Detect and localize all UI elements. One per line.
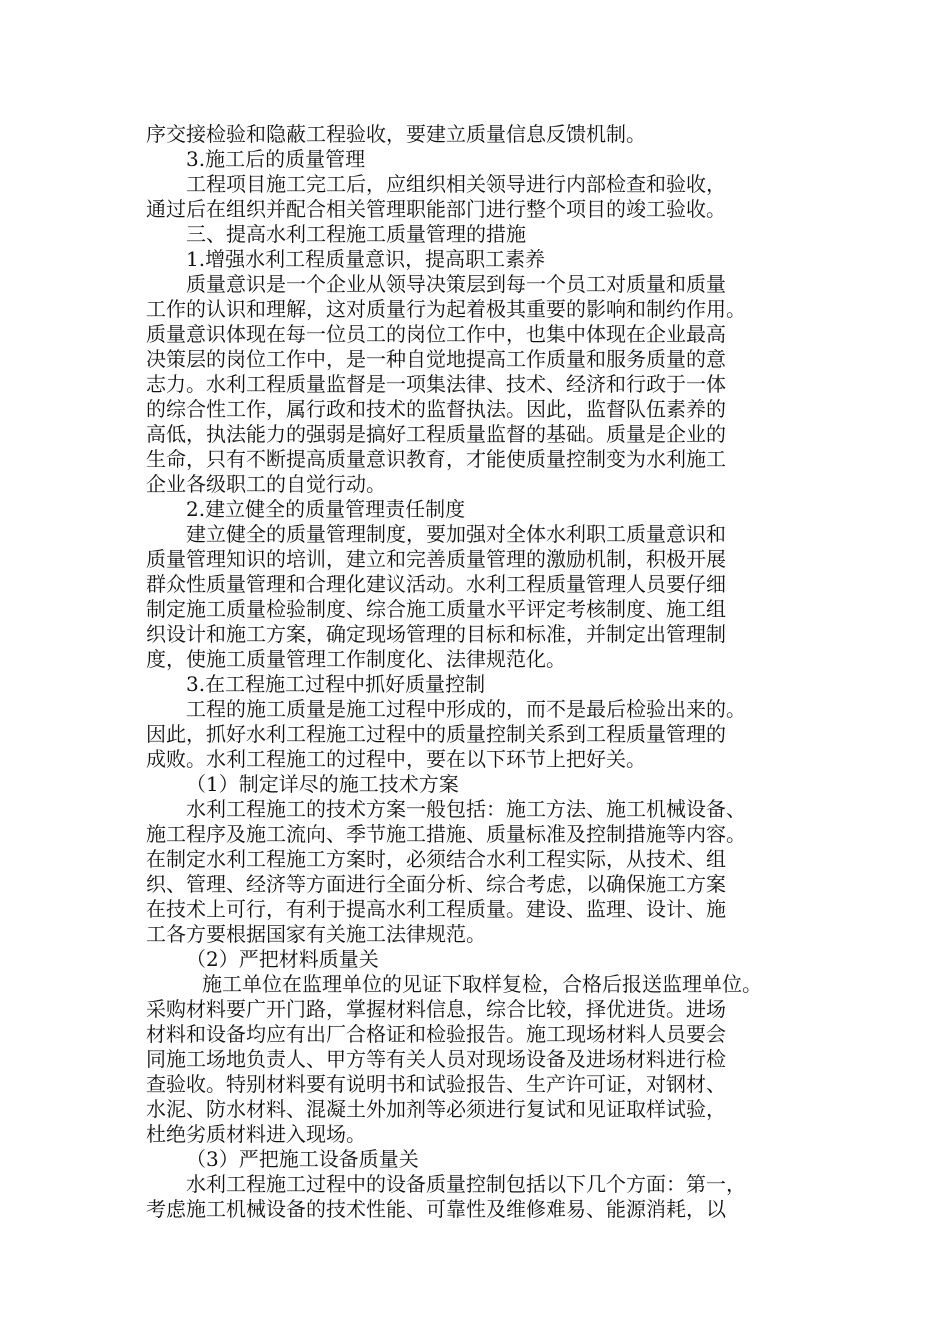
text-line: 制定施工质量检验制度、综合施工质量水平评定考核制度、施工组: [146, 597, 726, 621]
text-line: 序交接检验和隐蔽工程验收，要建立质量信息反馈机制。: [146, 122, 646, 146]
text-line: 杜绝劣质材料进入现场。: [146, 1122, 366, 1146]
text-line: 通过后在组织并配合相关管理职能部门进行整个项目的竣工验收。: [146, 197, 726, 221]
text-line: 生命，只有不断提高质量意识教育，才能使质量控制变为水利施工: [146, 447, 726, 471]
text-line: 企业各级职工的自觉行动。: [146, 472, 386, 496]
text-line: 质量意识是一个企业从领导决策层到每一个员工对质量和质量: [186, 272, 726, 296]
text-line: 查验收。特别材料要有说明书和试验报告、生产许可证，对钢材、: [146, 1072, 726, 1096]
text-line: 志力。水利工程质量监督是一项集法律、技术、经济和行政于一体: [146, 372, 726, 396]
text-line: 水利工程施工的技术方案一般包括：施工方法、施工机械设备、: [186, 797, 746, 821]
text-line: 高低，执法能力的强弱是搞好工程质量监督的基础。质量是企业的: [146, 422, 726, 446]
text-line: 3.在工程施工过程中抓好质量控制: [186, 672, 486, 696]
text-line: 成败。水利工程施工的过程中，要在以下环节上把好关。: [146, 747, 646, 771]
text-line: 质量意识体现在每一位员工的岗位工作中，也集中体现在企业最高: [146, 322, 726, 346]
text-line: 1.增强水利工程质量意识，提高职工素养: [186, 247, 546, 271]
text-line: 材料和设备均应有出厂合格证和检验报告。施工现场材料人员要会: [146, 1022, 726, 1046]
text-line: 织设计和施工方案，确定现场管理的目标和标准，并制定出管理制: [146, 622, 726, 646]
text-line: 2.建立健全的质量管理责任制度: [186, 497, 466, 521]
text-line: 在技术上可行，有利于提高水利工程质量。建设、监理、设计、施: [146, 897, 726, 921]
text-line: 质量管理知识的培训，建立和完善质量管理的激励机制，积极开展: [146, 547, 726, 571]
text-line: 施工单位在监理单位的见证下取样复检，合格后报送监理单位。: [202, 972, 762, 996]
text-line: 建立健全的质量管理制度，要加强对全体水利职工质量意识和: [186, 522, 726, 546]
text-line: 工作的认识和理解，这对质量行为起着极其重要的影响和制约作用。: [146, 297, 746, 321]
text-line: 采购材料要广开门路，掌握材料信息，综合比较，择优进货。进场: [146, 997, 726, 1021]
text-line: 水利工程施工过程中的设备质量控制包括以下几个方面：第一，: [186, 1172, 746, 1196]
text-line: 决策层的岗位工作中，是一种自觉地提高工作质量和服务质量的意: [146, 347, 726, 371]
text-line: 同施工场地负责人、甲方等有关人员对现场设备及进场材料进行检: [146, 1047, 726, 1071]
text-line: 工各方要根据国家有关施工法律规范。: [146, 922, 486, 946]
text-line: 工程项目施工完工后，应组织相关领导进行内部检查和验收，: [186, 172, 726, 196]
text-line: 的综合性工作，属行政和技术的监督执法。因此，监督队伍素养的: [146, 397, 726, 421]
text-line: 水泥、防水材料、混凝土外加剂等必须进行复试和见证取样试验，: [146, 1097, 726, 1121]
text-line: 在制定水利工程施工方案时，必须结合水利工程实际，从技术、组: [146, 847, 726, 871]
document-page: [146, 122, 826, 1222]
text-line: （1）制定详尽的施工技术方案: [186, 772, 459, 796]
text-line: 因此，抓好水利工程施工过程中的质量控制关系到工程质量管理的: [146, 722, 726, 746]
text-line: （2）严把材料质量关: [186, 947, 379, 971]
text-line: 群众性质量管理和合理化建议活动。水利工程质量管理人员要仔细: [146, 572, 726, 596]
text-line: 织、管理、经济等方面进行全面分析、综合考虑，以确保施工方案: [146, 872, 726, 896]
text-line: 施工程序及施工流向、季节施工措施、质量标准及控制措施等内容。: [146, 822, 746, 846]
text-line: （3）严把施工设备质量关: [186, 1147, 419, 1171]
text-line: 度，使施工质量管理工作制度化、法律规范化。: [146, 647, 566, 671]
text-line: 三、提高水利工程施工质量管理的措施: [186, 222, 526, 246]
text-line: 考虑施工机械设备的技术性能、可靠性及维修难易、能源消耗，以: [146, 1197, 726, 1221]
text-line: 工程的施工质量是施工过程中形成的，而不是最后检验出来的。: [186, 697, 746, 721]
text-line: 3.施工后的质量管理: [186, 147, 366, 171]
